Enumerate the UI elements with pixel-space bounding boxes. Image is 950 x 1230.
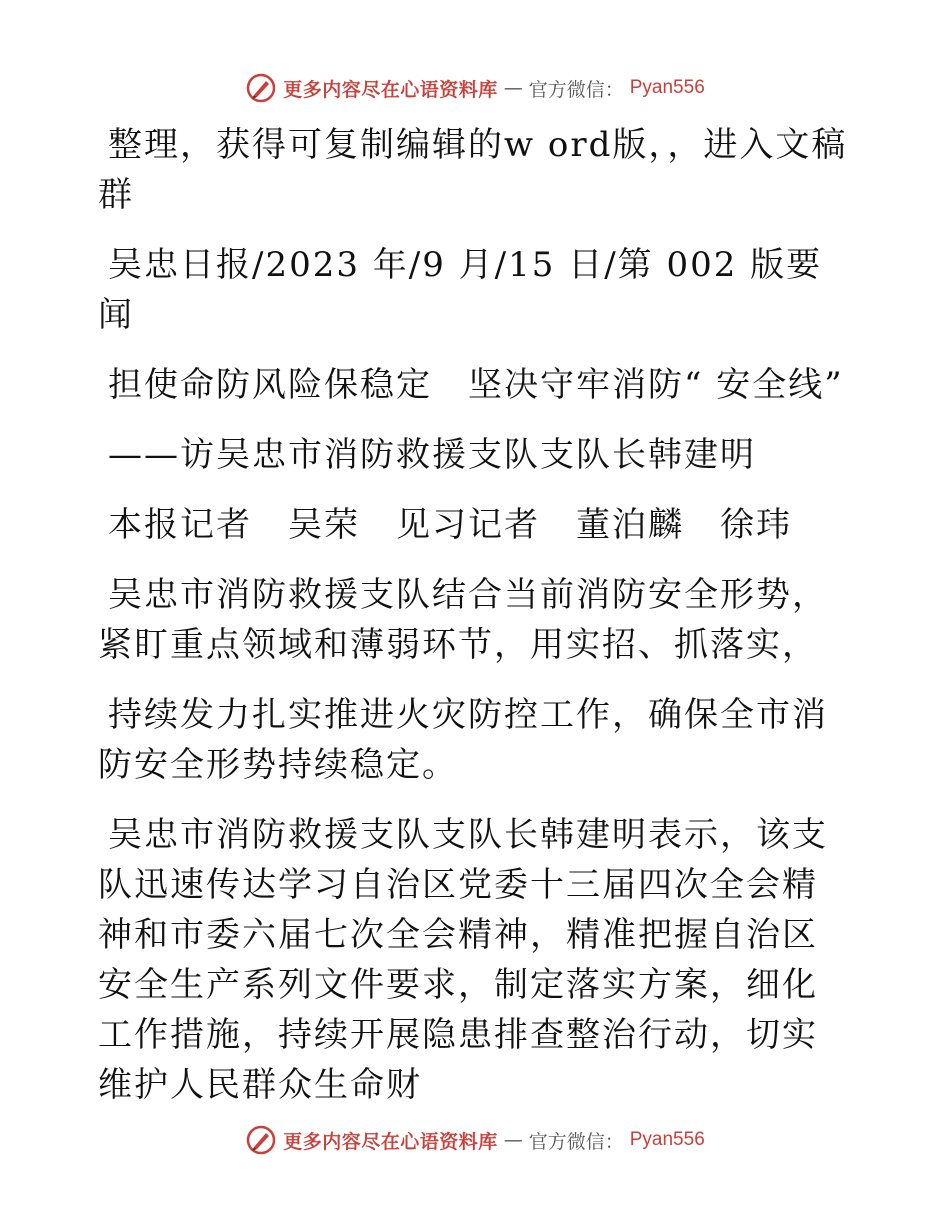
paragraph-2: 持续发力扎实推进火灾防控工作，确保全市消防安全形势持续稳定。 (98, 695, 828, 785)
document-body (98, 120, 850, 1110)
source-line: 吴忠日报/2023 年/9 月/15 日/第 002 版要闻 (98, 245, 823, 335)
subheadline: ——访吴忠市消防救援支队支队长韩建明 (108, 435, 756, 475)
paragraph-1: 吴忠市消防救援支队结合当前消防安全形势，紧盯重点领域和薄弱环节，用实招、抓落实， (98, 575, 828, 665)
watermark-separator: — (503, 77, 523, 99)
watermark-brand: 更多内容尽在心语资料库 (283, 78, 498, 101)
byline: 本报记者 吴荣 见习记者 董泊麟 徐玮 (108, 505, 792, 545)
paragraph-3: 吴忠市消防救援支队支队长韩建明表示，该支队迅速传达学习自治区党委十三届四次全会精神和市委六届七次全会精神，精准把握自治区安全生产系列文件要求，制定落实方案，细化工作措施，持续开展隐患排查整治行动，切实维护人民群众生命财 (98, 815, 828, 1105)
watermark-wechat-label: 官方微信： (528, 78, 624, 101)
watermark-header (0, 70, 950, 106)
intro-line: 整理，获得可复制编辑的w ord版，，进入文稿群 (98, 125, 848, 215)
watermark-separator: — (503, 1129, 523, 1151)
headline: 担使命防风险保稳定 坚决守牢消防“ 安全线” (108, 365, 844, 405)
watermark-brand: 更多内容尽在心语资料库 (283, 1130, 498, 1153)
quill-logo-icon (245, 72, 277, 104)
watermark-footer (0, 1122, 950, 1158)
watermark-wechat-id: Pyan556 (629, 77, 705, 98)
quill-logo-icon (245, 1124, 277, 1156)
watermark-wechat-label: 官方微信： (528, 1130, 624, 1153)
watermark-wechat-id: Pyan556 (629, 1129, 705, 1150)
